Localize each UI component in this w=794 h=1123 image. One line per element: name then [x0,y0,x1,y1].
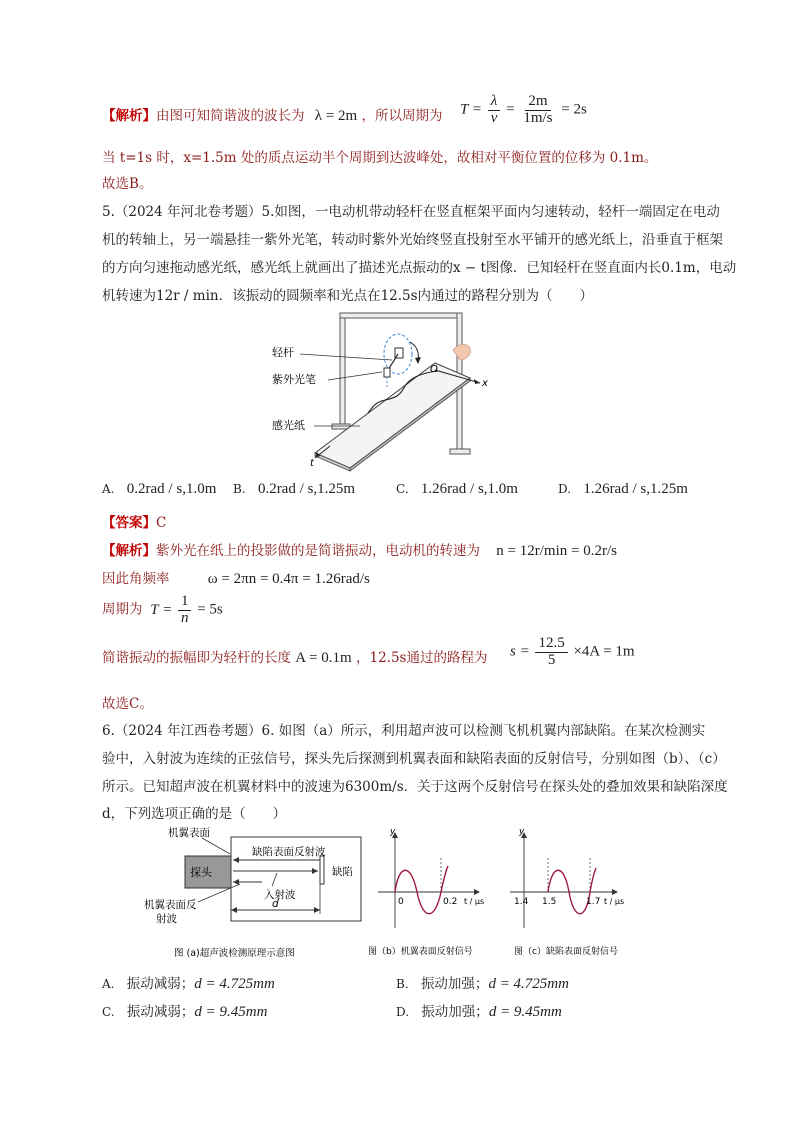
q5-option-c[interactable] [396,481,518,498]
option-text: 振动加强； [420,976,489,992]
q6-figure-c [510,828,634,958]
paper-label: 感光纸 [272,419,305,432]
x-axis-label: x [482,378,488,389]
q5-line1: 5.（2024 年河北卷考题）5.如图，一电动机带动轻杆在竖直框架平面内匀速转动，轻杆一端固定在电动 [102,204,720,220]
pen-leader [328,372,382,380]
defect-block [320,856,324,884]
frac-den: 1m/s [523,109,553,126]
q5-option-d[interactable] [558,481,688,498]
uv-pen [384,368,390,377]
t-axis-arrow [474,889,480,895]
q4-period-formula: T = $\frac{\lambda}{v}$ = $\frac{2m}{1m/s}$ = 2s [460,93,587,126]
tick-0: 0 [398,897,404,907]
lambda-eq: λ = 2m [314,108,358,124]
q5-line4: 机转速为12r / min．该振动的圆频率和光点在12.5s内通过的路程分别为（ ） [102,288,594,304]
option-text: 0.2rad / s,1.0m [126,481,217,497]
q6-line3: 所示。已知超声波在机翼材料中的波速为6300m/s．关于这两个反射信号在探头处的叠加效果和缺陷深度 [102,779,728,795]
d-label: d [272,898,279,910]
option-letter: B. [396,977,409,991]
origin-label: O [430,364,438,375]
period-T: T = [460,101,482,118]
fig-a-caption: 图 (a)超声波检测原理示意图 [174,948,295,959]
option-text: 0.2rad / s,1.25m [257,481,356,497]
path-s: s = [510,643,530,660]
q6-option-c[interactable] [102,1000,267,1021]
path-result: ×4A = 1m [573,643,635,660]
q4-choose: 故选B。 [102,176,153,192]
fraction [535,636,567,669]
option-text: 振动减弱； [126,976,195,992]
option-eq: d = 9.45mm [194,1004,268,1020]
period-result: = 5s [197,601,223,618]
q6-line4: d，下列选项正确的是（ ） [102,806,287,822]
answer-value: C [156,515,167,531]
q5-option-a[interactable] [102,481,216,498]
wing-surface-label: 机翼表面 [168,827,210,839]
rod-label: 轻杆 [272,346,294,359]
amp-eq: A = 0.1m [295,650,352,666]
q5-omega-line [102,567,370,588]
t-axis-arrow [612,889,618,895]
q5-option-b[interactable] [233,481,355,498]
fig-b-caption: 图（b）机翼表面反射信号 [368,947,473,957]
analysis-tag: 【解析】 [102,543,156,559]
q5-path-formula [510,636,635,669]
fraction [178,594,192,627]
analysis-text: 紫外光在纸上的投影做的是简谐振动，电动机的转速为 [156,543,480,559]
wing-reflect-label-2: 射波 [156,913,177,925]
frac-num: 1 [178,594,192,611]
fraction [488,94,501,127]
rod-leader [300,354,392,360]
frac-num: λ [488,94,501,111]
fraction [520,94,555,127]
speed-eq: n = 12r/min = 0.2r/s [496,543,617,559]
pen-label: 紫外光笔 [272,373,316,386]
q6-figure-a [140,826,366,960]
defect-label: 缺陷 [332,866,353,878]
rotation-arrow [410,342,418,360]
t-axis-label: t [310,458,314,469]
period-result: = 2s [561,101,587,118]
q6-option-b[interactable] [396,972,569,993]
q5-line2: 机的转轴上，另一端悬挂一紫外光笔，转动时紫外光始终竖直投射至水平铺开的感光纸上，沿垂直于框架 [102,232,723,248]
amp-text: 简谐振动的振幅即为轻杆的长度 [102,650,291,666]
q4-line2: 当 t=1s 时，x=1.5m 处的质点运动半个周期到达波峰处，故相对平衡位置的位移为 0.1m。 [102,150,658,166]
option-letter: B. [233,482,246,496]
incident-label: 入射波 [264,889,296,901]
option-letter: A. [102,482,115,496]
tick-1.4: 1.4 [514,897,529,907]
omega-label: 因此角频率 [102,571,170,587]
q5-period-line [102,594,223,627]
period-label: 周期为 [102,601,143,618]
q5-choose: 故选C。 [102,696,153,712]
answer-tag: 【答案】 [102,515,156,531]
option-eq: d = 4.725mm [194,976,275,992]
tick-1.5: 1.5 [542,897,557,907]
option-eq: d = 9.45mm [488,1004,562,1020]
t-label: t / μs [604,897,625,906]
option-letter: C. [102,1005,115,1019]
wing-surface-leader [202,838,230,854]
tick-1.7: 1.7 [586,897,601,907]
option-letter: C. [396,482,409,496]
q6-figure-b [368,828,488,958]
q5-apparatus-figure [270,308,510,472]
tick-0.2: 0.2 [443,897,458,907]
option-letter: D. [396,1005,410,1019]
amp-text2: ，12.5s通过的路程为 [355,650,488,666]
frac-den: 5 [547,651,556,668]
option-text: 1.26rad / s,1.25m [583,481,688,497]
q5-amp-line [102,646,487,667]
q6-line1: 6.（2024 年江西卷考题）6. 如图（a）所示，利用超声波可以检测飞机机翼内部缺陷。在某次检测实 [102,723,706,739]
frac-den: n [180,609,189,626]
probe-label: 探头 [190,866,212,879]
defect-reflect-label: 缺陷表面反射波 [252,846,326,858]
y-label: y [519,828,525,837]
option-text: 振动加强； [421,1004,489,1020]
wing-reflect-label-1: 机翼表面反 [144,899,197,911]
option-text: 1.26rad / s,1.0m [420,481,518,497]
frac-num: 2m [525,94,550,111]
y-label: y [390,828,396,837]
period-T: T = [150,601,173,618]
so-period: ，所以周期为 [361,108,443,124]
q5-analysis-line1 [102,539,617,560]
t-label: t / μs [464,897,485,906]
option-eq: d = 4.725mm [488,976,569,992]
fig-c-caption: 图（c）缺陷表面反射信号 [514,947,618,957]
q6-line2: 验中，入射波为连续的正弦信号，探头先后探测到机翼表面和缺陷表面的反射信号，分别如图（b）、（c） [102,751,726,767]
option-text: 振动减弱； [126,1004,195,1020]
q4-analysis-line [102,104,443,125]
analysis-text: 由图可知简谐波的波长为 [156,108,305,124]
omega-eq: ω = 2πn = 0.4π = 1.26rad/s [207,571,370,587]
option-letter: A. [102,977,115,991]
frac-num: 12.5 [535,636,567,653]
hand-icon [453,344,470,360]
q5-line3: 的方向匀速拖动感光纸，感光纸上就画出了描述光点振动的x − t图像．已知轻杆在竖直面内长0.1m，电动 [102,260,737,276]
arrow-head [415,357,421,364]
option-letter: D. [558,482,572,496]
frac-den: v [490,109,498,126]
q5-answer [102,511,166,531]
analysis-tag: 【解析】 [102,108,156,124]
q6-option-a[interactable] [102,972,275,993]
q6-option-d[interactable] [396,1000,562,1021]
